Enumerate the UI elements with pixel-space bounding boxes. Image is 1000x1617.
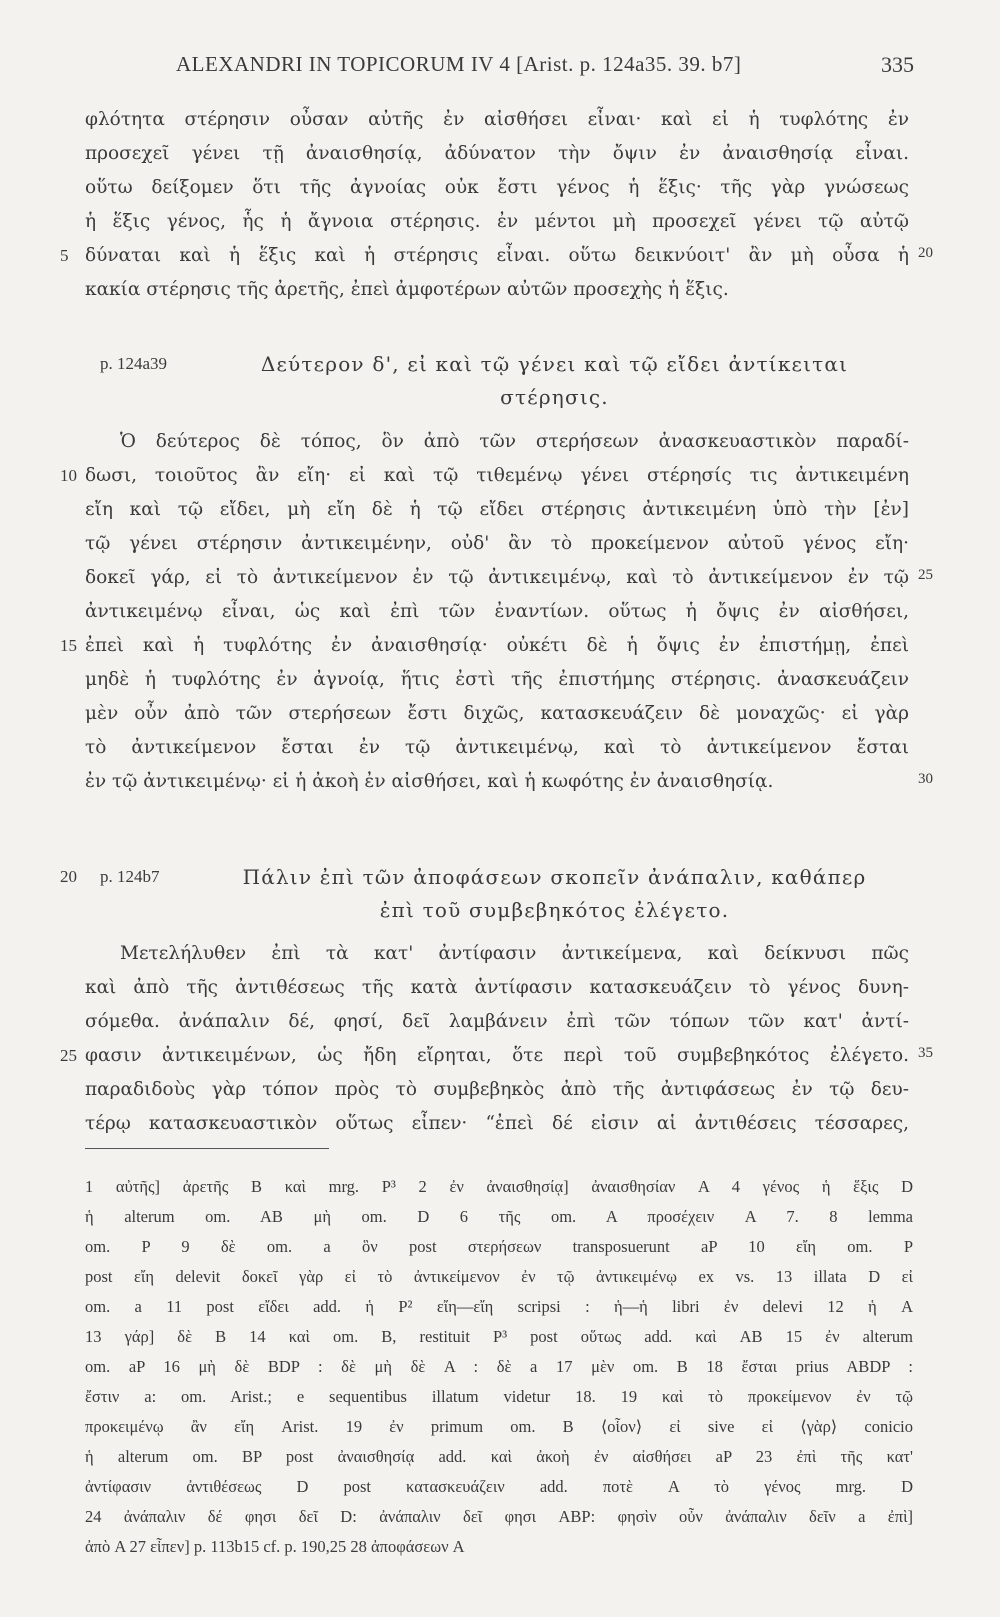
aristotle-reference: p. 124a39 — [100, 354, 168, 373]
text-line: παραδιδοὺς γὰρ τόπον πρὸς τὸ συμβεβηκὸς ἀπὸ τῆς ἀντιφάσεως ἐν τῷ δευ- — [85, 1079, 909, 1100]
apparatus-line: ἡ alterum om. BP post ἀναισθησίᾳ add. καὶ ἀκοὴ ἐν αἰσθήσει aP 23 ἐπὶ τῆς κατ' — [85, 1447, 913, 1466]
apparatus-line: om. a 11 post εἴδει add. ἡ P² εἴη—εἴη scripsi : ἡ—ἡ libri ἐν delevi 12 ἡ A — [85, 1297, 913, 1316]
text-line: μὲν οὖν ἀπὸ τῶν στερήσεων ἔστι διχῶς, κατασκευάζειν δὲ μοναχῶς· εἰ γὰρ — [85, 703, 909, 724]
text-line: κακία στέρησις τῆς ἀρετῆς, ἐπεὶ ἀμφοτέρων αὐτῶν προσεχὴς ἡ ἕξις. — [85, 279, 729, 300]
margin-number: 20 — [918, 245, 933, 261]
lemma-line: στέρησις. — [500, 385, 609, 409]
apparatus-line: 24 ἀνάπαλιν δέ φησι δεῖ D: ἀνάπαλιν δεῖ φησι ABP: φησὶν οὖν ἀνάπαλιν δεῖν a ἐπὶ] — [85, 1507, 913, 1526]
lemma-line: Δεύτερον δ', εἰ καὶ τῷ γένει καὶ τῷ εἴδει ἀντίκειται — [260, 352, 849, 376]
text-line: προσεχεῖ γένει τῇ ἀναισθησίᾳ, ἀδύνατον τὴν ὄψιν ἐν ἀναισθησίᾳ εἶναι. — [85, 143, 909, 164]
text-line: σόμεθα. ἀνάπαλιν δέ, φησί, δεῖ λαμβάνειν ἐπὶ τῶν τόπων τῶν κατ' ἀντί- — [85, 1011, 909, 1032]
apparatus-line: 13 γάρ] δὲ B 14 καὶ om. B, restituit P³ post οὕτως add. καὶ AB 15 ἐν alterum — [85, 1327, 913, 1346]
margin-number: 30 — [918, 771, 933, 787]
text-line: καὶ ἀπὸ τῆς ἀντιθέσεως τῆς κατὰ ἀντίφασιν κατασκευάζειν τὸ γένος δυνη- — [85, 977, 909, 998]
lemma-line: Πάλιν ἐπὶ τῶν ἀποφάσεων σκοπεῖν ἀνάπαλιν, καθάπερ — [242, 865, 867, 889]
line-number: 15 — [60, 636, 77, 655]
text-line: δύναται καὶ ἡ ἕξις καὶ ἡ στέρησις εἶναι. οὕτω δεικνύοιτ' ἂν μὴ οὖσα ἡ — [85, 245, 909, 266]
text-line: δοκεῖ γάρ, εἰ τὸ ἀντικείμενον ἐν τῷ ἀντικειμένῳ, καὶ τὸ ἀντικείμενον ἐν τῷ — [85, 567, 909, 588]
line-number: 10 — [60, 466, 77, 485]
text-line: ἀντικειμένῳ εἶναι, ὡς καὶ ἐπὶ τῶν ἐναντίων. οὕτως ἡ ὄψις ἐν αἰσθήσει, — [85, 601, 909, 622]
page-header — [176, 52, 914, 86]
line-number: 20 — [60, 867, 77, 886]
text-line: ἐν τῷ ἀντικειμένῳ· εἰ ἡ ἀκοὴ ἐν αἰσθήσει, καὶ ἡ κωφότης ἐν ἀναισθησίᾳ. — [85, 771, 774, 792]
aristotle-reference: p. 124b7 — [100, 867, 160, 886]
text-line: ἡ ἕξις γένος, ἧς ἡ ἄγνοια στέρησις. ἐν μέντοι μὴ προσεχεῖ γένει τῷ αὐτῷ — [85, 211, 909, 232]
apparatus-line: ἡ alterum om. AB μὴ om. D 6 τῆς om. A προσέχειν A 7. 8 lemma — [85, 1207, 913, 1226]
apparatus-line: om. aP 16 μὴ δὲ BDP : δὲ μὴ δὲ A : δὲ a 17 μὲν om. B 18 ἔσται prius ABDP : — [85, 1357, 913, 1376]
apparatus-rule — [85, 1148, 329, 1149]
running-head: ALEXANDRI IN TOPICORUM IV 4 [Arist. p. 124a35. 39. b7] — [176, 52, 742, 76]
text-line: εἴη καὶ τῷ εἴδει, μὴ εἴη δὲ ἡ τῷ εἴδει στέρησις ἀντικειμένη ὑπὸ τὴν [ἐν] — [85, 499, 909, 520]
line-number: 25 — [60, 1046, 77, 1065]
apparatus-line: ἔστιν a: om. Arist.; e sequentibus illatum videtur 18. 19 καὶ τὸ προκείμενον ἐν τῷ — [85, 1387, 913, 1406]
margin-number: 25 — [918, 567, 933, 583]
text-line: τῷ γένει στέρησιν ἀντικειμένην, οὐδ' ἂν τὸ προκείμενον αὐτοῦ γένος εἴη· — [85, 533, 909, 554]
lemma-line: ἐπὶ τοῦ συμβεβηκότος ἐλέγετο. — [379, 898, 730, 922]
apparatus-line: ἀντίφασιν ἀντιθέσεως D post κατασκευάζειν add. ποτὲ A τὸ γένος mrg. D — [85, 1477, 913, 1496]
text-line: δωσι, τοιοῦτος ἂν εἴη· εἰ καὶ τῷ τιθεμένῳ γένει στέρησίς τις ἀντικειμένη — [85, 465, 909, 486]
apparatus-line: 1 αὐτῆς] ἀρετῆς B καὶ mrg. P³ 2 ἐν ἀναισθησίᾳ] ἀναισθησίαν A 4 γένος ἡ ἕξις D — [85, 1177, 913, 1196]
text-line: Μετελήλυθεν ἐπὶ τὰ κατ' ἀντίφασιν ἀντικείμενα, καὶ δείκνυσι πῶς — [120, 943, 909, 964]
apparatus-line: ἀπὸ A 27 εἶπεν] p. 113b15 cf. p. 190,25 28 ἀποφάσεων A — [85, 1537, 465, 1556]
text-line: μηδὲ ἡ τυφλότης ἐν ἀγνοίᾳ, ἥτις ἐστὶ τῆς ἐπιστήμης στέρησις. ἀνασκευάζειν — [85, 669, 909, 690]
apparatus-line: post εἴη delevit δοκεῖ γὰρ εἰ τὸ ἀντικείμενον ἐν τῷ ἀντικειμένῳ ex vs. 13 illata D εἰ — [85, 1267, 913, 1286]
text-line: τὸ ἀντικείμενον ἔσται ἐν τῷ ἀντικειμένῳ, καὶ τὸ ἀντικείμενον ἔσται — [85, 737, 909, 758]
text-line: φασιν ἀντικειμένων, ὡς ἤδη εἴρηται, ὅτε περὶ τοῦ συμβεβηκότος ἐλέγετο. — [85, 1045, 909, 1066]
text-line: Ὁ δεύτερος δὲ τόπος, ὃν ἀπὸ τῶν στερήσεων ἀνασκευαστικὸν παραδί- — [120, 431, 909, 452]
text-line: φλότητα στέρησιν οὖσαν αὐτῆς ἐν αἰσθήσει εἶναι· καὶ εἰ ἡ τυφλότης ἐν — [85, 109, 909, 130]
line-number: 5 — [60, 246, 69, 265]
text-line: ἐπεὶ καὶ ἡ τυφλότης ἐν ἀναισθησίᾳ· οὐκέτι δὲ ἡ ὄψις ἐν ἐπιστήμῃ, ἐπεὶ — [85, 635, 909, 656]
apparatus-line: προκειμένῳ ἂν εἴη Arist. 19 ἐν primum om. B ⟨οἷον⟩ εἰ sive εἰ ⟨γὰρ⟩ conicio — [85, 1417, 913, 1436]
margin-number: 35 — [918, 1045, 933, 1061]
page-number: 335 — [881, 52, 914, 77]
text-line: οὕτω δείξομεν ὅτι τῆς ἀγνοίας οὐκ ἔστι γένος ἡ ἕξις· τῆς γὰρ γνώσεως — [85, 177, 909, 198]
apparatus-line: om. P 9 δὲ om. a ὃν post στερήσεων transposuerunt aP 10 εἴη om. P — [85, 1237, 913, 1256]
text-line: τέρῳ κατασκευαστικὸν οὕτως εἶπεν· “ἐπεὶ δέ εἰσιν αἱ ἀντιθέσεις τέσσαρες, — [85, 1113, 909, 1134]
